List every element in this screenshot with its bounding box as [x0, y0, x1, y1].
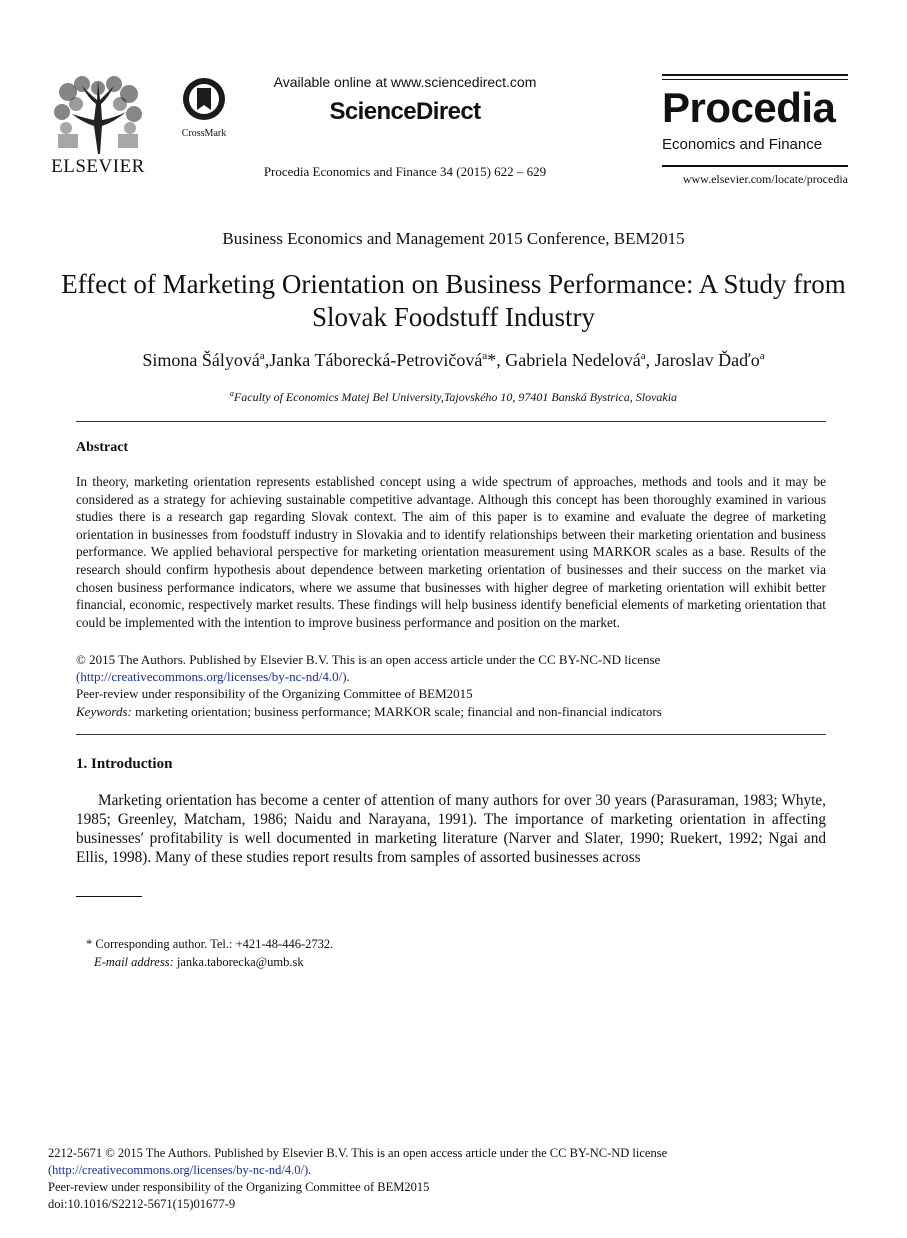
procedia-subtitle: Economics and Finance: [662, 136, 823, 153]
doi-line: doi:10.1016/S2212-5671(15)01677-9: [48, 1197, 236, 1211]
affiliation-mark: a: [229, 389, 234, 398]
abstract-text: In theory, marketing orientation represents established concept using a wide spectrum of approaches, methods and tools and it may be considered as a strategy for achieving sustainable competitive advantage. Although this concept has been thoroughly examined in various studies there is a research gap regarding Slovak context. The aim of this paper is to examine and evaluate the degree of marketing orientation in businesses from foodstuff industry in Slovakia and to identify relationships between their marketing orientation and business performance. We applied behavioral perspective for marketing orientation measurement using MARKOR scales as a base. Results of the research should confirm hypothesis about dependence between marketing orientation of businesses and their success on the market via chosen business performance indicators, where we assume that businesses with higher degree of marketing orientation will exhibit better financial, economic, respectively market results. These findings will help business identify beneficial elements of marketing orientation that could be implemented with the intention to improve business performance and position on the market.: [76, 474, 826, 630]
author-list: [40, 350, 867, 371]
sciencedirect-logo: ScienceDirect: [329, 98, 481, 125]
email-address[interactable]: janka.taborecka@umb.sk: [176, 955, 304, 969]
abstract-top-rule: [76, 421, 826, 422]
author-affil-mark: a: [482, 350, 488, 362]
introduction-text: Marketing orientation has become a center of attention of many authors for over 30 years (Parasuraman, 1983; Whyte, 1985; Greenley, Matcham, 1986; Naidu and Narayana, 1991). The importance of marketing orientation in affecting businesses′ profitability is well documented in marketing literature (Narver and Slater, 1990; Ruekert, 1992; Ngai and Ellis, 1998). Many of these studies report results from samples of assorted businesses across: [76, 792, 826, 866]
author-affil-mark: a: [640, 350, 646, 362]
affiliation-text: Faculty of Economics Matej Bel University,Tajovského 10, 97401 Banská Bystrica, Slovakia: [233, 390, 678, 404]
paper-title: Effect of Marketing Orientation on Business Performance: A Study from Slovak Foodstuff Industry: [61, 269, 846, 332]
author-name: Gabriela Nedelová: [505, 350, 641, 370]
license-line: [76, 668, 826, 685]
bottom-license-link[interactable]: (http://creativecommons.org/licenses/by-nc-nd/4.0/): [48, 1163, 309, 1177]
issn-copyright-line: 2212-5671 © 2015 The Authors. Published by Elsevier B.V. This is an open access article under the CC BY-NC-ND license: [48, 1146, 668, 1160]
procedia-rule-bottom: [662, 165, 848, 167]
corresponding-author-note: * Corresponding author. Tel.: +421-48-446-2732.: [86, 937, 334, 951]
elsevier-wordmark: ELSEVIER: [51, 156, 145, 177]
affiliation: [40, 389, 867, 405]
license-link-tail: .: [346, 669, 350, 684]
procedia-url-link[interactable]: www.elsevier.com/locate/procedia: [682, 172, 848, 186]
email-note: [94, 955, 304, 970]
procedia-logo: [662, 74, 848, 187]
peer-review-line: Peer-review under responsibility of the Organizing Committee of BEM2015: [76, 686, 473, 701]
author-name: Simona Šályová: [142, 350, 260, 370]
author-separator: ,: [264, 350, 270, 370]
author-name: Jaroslav Ďaďo: [654, 350, 760, 370]
procedia-rule-top-thin: [662, 79, 848, 80]
footnote-rule: [76, 896, 142, 897]
license-link[interactable]: (http://creativecommons.org/licenses/by-nc-nd/4.0/): [76, 669, 347, 684]
introduction-heading: 1. Introduction: [76, 756, 173, 772]
abstract-bottom-rule: [76, 734, 826, 735]
author-affil-mark: a: [259, 350, 265, 362]
available-online-text: Available online at www.sciencedirect.com: [273, 74, 537, 90]
elsevier-logo: [50, 74, 146, 178]
procedia-rule-top: [662, 74, 848, 76]
crossmark-label: CrossMark: [181, 128, 227, 139]
author-name: Janka Táborecká-Petrovičová: [269, 350, 483, 370]
crossmark-icon: [181, 76, 227, 122]
bottom-license-link-tail: .: [308, 1163, 312, 1177]
author-affil-mark: a: [759, 350, 765, 362]
copyright-line: © 2015 The Authors. Published by Elsevier B.V. This is an open access article under the CC BY-NC-ND license: [76, 652, 661, 667]
bottom-license-line: [48, 1162, 848, 1178]
conference-name: Business Economics and Management 2015 Conference, BEM2015: [222, 229, 685, 248]
abstract-heading: Abstract: [76, 440, 129, 455]
crossmark-badge[interactable]: [176, 76, 232, 139]
keywords-text: marketing orientation; business performance; MARKOR scale; financial and non-financial indicators: [135, 704, 662, 719]
email-label: E-mail address:: [94, 955, 174, 969]
author-separator: ,: [496, 350, 506, 370]
corresponding-mark: *: [487, 350, 497, 370]
author-separator: ,: [645, 350, 655, 370]
bottom-peer-review-line: Peer-review under responsibility of the Organizing Committee of BEM2015: [48, 1180, 430, 1194]
elsevier-tree-icon: [52, 74, 144, 154]
procedia-title: Procedia: [662, 84, 836, 131]
journal-reference: Procedia Economics and Finance 34 (2015) 622 – 629: [263, 164, 547, 179]
keywords-label: Keywords:: [76, 704, 132, 719]
keywords-line: [76, 703, 826, 720]
